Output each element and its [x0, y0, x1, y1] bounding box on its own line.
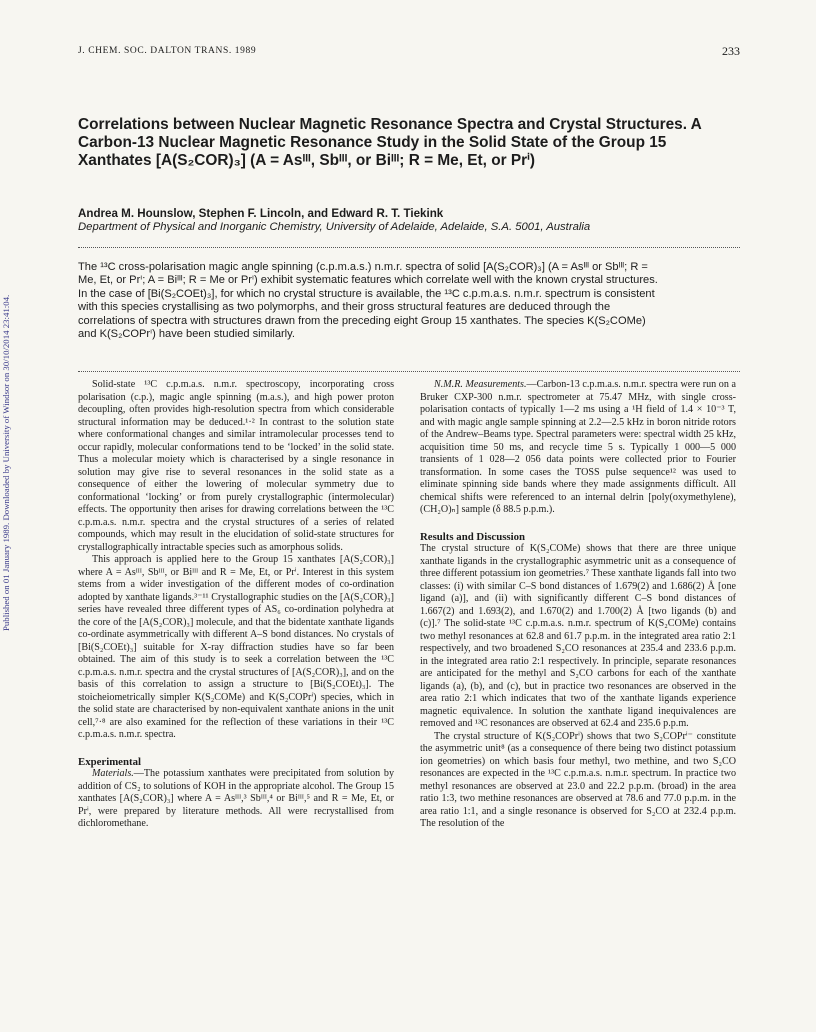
nmr-paragraph	[420, 379, 736, 517]
experimental-heading: Experimental	[78, 755, 141, 768]
page-number: 233	[722, 44, 740, 58]
left-column	[78, 379, 394, 831]
intro-paragraph-2: This approach is applied here to the Group 15 xanthates [A(S₂COR)₃] where A = Asᴵᴵᴵ, Sbᴵᴵᴵ, or Biᴵᴵᴵ and R = Me, Et, or Prⁱ. Interest in this system stems from a wider investigation of the different modes of co-ordination adopted by xanthate ligands.³⁻¹¹ Crystallographic studies on the [A(S₂COR)₃] series have revealed three different types of AS₆ co-ordination polyhedra at the core of the [A(S₂COR)₃] molecule, and that the bidentate xanthate ligands co-ordinate asymmetrically with different A–S bond distances. No crystals of [Bi(S₂COEt)₃] suitable for X-ray diffraction studies have so far been obtained. The aim of this study is to seek a correlation between the ¹³C c.p.m.a.s. n.m.r. spectra and the crystal structures of [A(S₂COR)₃], and on the basis of this correlation to assign a structure to [Bi(S₂COEt)₃]. The stoicheiometrically simpler K(S₂COMe) and K(S₂COPrⁱ) species, which in the solid state are characterised by non-equivalent xanthate anions in the unit cell,⁷·⁸ are also examined for the reflection of these variations in their ¹³C c.p.m.a.s. n.m.r. spectra.	[78, 554, 394, 740]
journal-name: J. CHEM. SOC. DALTON TRANS. 1989	[78, 46, 257, 56]
divider-top	[78, 247, 740, 248]
intro-paragraph-1: Solid-state ¹³C c.p.m.a.s. n.m.r. spectroscopy, incorporating cross polarisation (c.p.), magic angle spinning (m.a.s.), and high power proton decoupling, often provides high-resolution spectra from which considerable structural information may be deduced.¹·² In contrast to the solution state where conformational changes and similar intramolecular processes tend to occur rapidly, molecular conformations tend to be ‘locked’ in the solid state. Thus a molecular moiety which is characterised by a single resonance in solution may give rise to several resonances in the solid state as a consequence of either the lowering of molecular symmetry due to conformational ‘locking’ or from purely crystallographic (intermolecular) effects. The opportunity then arises for drawing correlations between the ¹³C c.p.m.a.s. n.m.r. spectra and the crystal structures of a series of related compounds, which may result in the elucidation of solid-state structures for crystallographically intractable species such as amorphous solids.	[78, 379, 394, 553]
results-heading: Results and Discussion	[420, 530, 526, 543]
running-header	[78, 44, 740, 60]
affiliation: Department of Physical and Inorganic Chemistry, University of Adelaide, Adelaide, S.A. 5001, Australia	[78, 221, 591, 233]
abstract: The ¹³C cross-polarisation magic angle spinning (c.p.m.a.s.) n.m.r. spectra of solid [A(S₂COR)₃] (A = Asᴵᴵᴵ or Sbᴵᴵᴵ; R = Me, Et, or Prⁱ; A = Biᴵᴵᴵ; R = Me or Prⁱ) exhibit systematic features which correlate well with the known crystal structures. In the case of [Bi(S₂COEt)₃], for which no crystal structure is available, the ¹³C c.p.m.a.s. n.m.r. spectrum is consistent with this species crystallising as two polymorphs, and their gross structural features are deduced through the correlations of spectra with structures drawn from the preceding eight Group 15 xanthates. The species K(S₂COMe) and K(S₂COPrⁱ) have been studied similarly.	[78, 261, 658, 341]
right-column	[420, 379, 736, 831]
results-paragraph-2: The crystal structure of K(S₂COPrⁱ) shows that two S₂COPrⁱ⁻ constitute the asymmetric unit⁸ (as a consequence of there being two distinct potassium ion geometries) on which basis four methyl, two methine, and two S₂CO resonances are expected in the ¹³C c.p.m.a.s. n.m.r. spectrum. In practice two methyl resonances are observed at 23.0 and 22.2 p.p.m. (broad) in the area ratio 1:3, two methine resonances are observed at 78.6 and 77.0 p.p.m. in the area ratio 1:1, and a single resonance is observed for S₂CO at 232.4 p.p.m. The resolution of the	[420, 730, 736, 829]
download-watermark: Published on 01 January 1989. Downloaded by University of Windsor on 30/10/2014 23:41:04.	[1, 294, 11, 631]
materials-lead: Materials.	[92, 768, 134, 779]
nmr-lead: N.M.R. Measurements.	[434, 379, 527, 390]
divider-bottom	[78, 371, 740, 372]
results-paragraph-1: The crystal structure of K(S₂COMe) shows that there are three unique xanthate ligands in the crystallographic asymmetric unit as a consequence of three different potassium ion geometries.⁷ These xanthate ligands fall into two classes: (i) with similar C–S bond distances of 1.679(2) and 1.686(2) Å [one ligand (a)], and (ii) with significantly different C–S bond distances of 1.667(2) and 1.693(2), and 1.670(2) and 1.700(2) Å [two ligands (b) and (c)].⁷ The solid-state ¹³C c.p.m.a.s. n.m.r. spectrum of K(S₂COMe) contains two methyl resonances at 62.8 and 61.7 p.p.m. in the integrated area ratio 2:1 respectively, and two broadened S₂CO resonances at 235.4 and 233.6 p.p.m. in the integrated area ratio 2:1 respectively. In principle, separate resonances are anticipated for the methyl and S₂CO carbons for each of the xanthate ligands (a), (b), and (c), but in practice two resonances are observed in the area ratio 2:1 which indicates that two of the xanthate ligands experience magnetic equivalence. In solution the xanthate ligand inequivalences are removed and ¹³C resonances are observed at 62.4 and 235.6 p.p.m.	[420, 543, 736, 729]
materials-text: —The potassium xanthates were precipitated from solution by addition of CS₂ to solutions of KOH in the appropriate alcohol. The Group 15 xanthates [A(S₂COR)₃] where A = Asᴵᴵᴵ,³ Sbᴵᴵᴵ,⁴ or Biᴵᴵᴵ,⁵ and R = Me, Et, or Prⁱ, were prepared by literature methods. All were recrystallised from dichloromethane.	[78, 768, 394, 829]
materials-paragraph	[78, 768, 394, 831]
author-list: Andrea M. Hounslow, Stephen F. Lincoln, and Edward R. T. Tiekink	[78, 207, 444, 220]
article-title: Correlations between Nuclear Magnetic Resonance Spectra and Crystal Structures. A Carbon-13 Nuclear Magnetic Resonance Study in the Solid State of the Group 15 Xanthates [A(S₂COR)₃] (A = Asᴵᴵᴵ, Sbᴵᴵᴵ, or Biᴵᴵᴵ; R = Me, Et, or Prⁱ)	[78, 116, 702, 169]
nmr-text: —Carbon-13 c.p.m.a.s. n.m.r. spectra were run on a Bruker CXP-300 n.m.r. spectrometer at 75.47 MHz, with single cross-polarisation contacts of typically 1—2 ms using a ¹H field of 1.4 × 10⁻³ T, and with magic angle sample spinning at 2.2—2.5 kHz in boron nitride rotors of the Andrew–Beams type. Spectral parameters were: spectral width 25 kHz, acquisition time 50 ms, and recycle time 5 s. Typically 1 000—5 000 transients of 1 028—2 056 data points were collected prior to Fourier transformation. In some cases the TOSS pulse sequence¹² was used to eliminate spinning side bands where they made assignments difficult. All chemical shifts were referenced to an internal delrin [poly(oxymethylene), (CH₂O)ₙ] sample (δ 88.5 p.p.m.).	[420, 379, 736, 515]
